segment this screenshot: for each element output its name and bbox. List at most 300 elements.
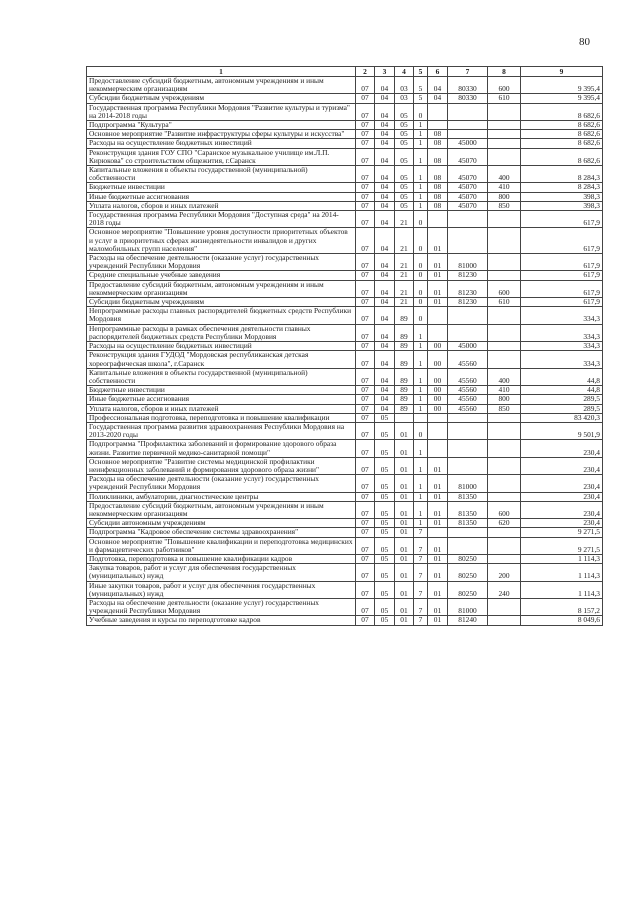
code-section: 07 bbox=[356, 395, 375, 404]
code-direction: 81240 bbox=[448, 616, 488, 625]
code-activity: 01 bbox=[428, 598, 448, 615]
row-description: Подпрограмма "Кадровое обеспечение системы здравоохранения" bbox=[87, 528, 356, 537]
row-description: Предоставление субсидий бюджетным, автономным учреждениям и иным некоммерческим организациям bbox=[87, 501, 356, 518]
code-subprogram: 1 bbox=[414, 501, 428, 518]
code-subprogram: 0 bbox=[414, 307, 428, 324]
code-direction bbox=[448, 228, 488, 254]
code-activity bbox=[428, 440, 448, 457]
row-description: Уплата налогов, сборов и иных платежей bbox=[87, 404, 356, 413]
row-amount: 9 395,4 bbox=[521, 77, 603, 94]
table-row bbox=[87, 139, 603, 148]
code-expense-type bbox=[488, 440, 521, 457]
code-activity: 08 bbox=[428, 166, 448, 183]
row-description: Профессиональная подготовка, переподготовка и повышение квалификации bbox=[87, 413, 356, 422]
code-subsection: 04 bbox=[375, 324, 395, 341]
column-header: 7 bbox=[448, 67, 488, 77]
code-subsection: 04 bbox=[375, 211, 395, 228]
row-amount: 8 682,6 bbox=[521, 130, 603, 139]
code-direction bbox=[448, 130, 488, 139]
row-description: Иные закупки товаров, работ и услуг для обеспечения государственных (муниципальных) нужд bbox=[87, 581, 356, 598]
code-activity bbox=[428, 307, 448, 324]
code-subsection: 05 bbox=[375, 598, 395, 615]
code-section: 07 bbox=[356, 148, 375, 165]
code-activity: 00 bbox=[428, 342, 448, 351]
code-expense-type bbox=[488, 228, 521, 254]
code-subsection: 04 bbox=[375, 148, 395, 165]
code-subsection: 04 bbox=[375, 139, 395, 148]
row-amount: 8 682,6 bbox=[521, 103, 603, 120]
code-expense-type: 600 bbox=[488, 280, 521, 297]
row-amount: 230,4 bbox=[521, 501, 603, 518]
code-subprogram: 1 bbox=[414, 342, 428, 351]
row-description: Государственная программа Республики Мордовия "Доступная среда" на 2014-2018 годы bbox=[87, 211, 356, 228]
code-expense-type bbox=[488, 554, 521, 563]
table-row bbox=[87, 280, 603, 297]
row-amount: 617,9 bbox=[521, 271, 603, 280]
code-expense-type: 410 bbox=[488, 386, 521, 395]
code-program: 05 bbox=[395, 183, 414, 192]
code-direction: 80250 bbox=[448, 554, 488, 563]
code-subprogram: 1 bbox=[414, 368, 428, 385]
code-program: 05 bbox=[395, 121, 414, 130]
row-amount: 230,4 bbox=[521, 519, 603, 528]
code-expense-type: 850 bbox=[488, 404, 521, 413]
row-description: Капитальные вложения в объекты государственной (муниципальной) собственности bbox=[87, 166, 356, 183]
row-amount: 334,3 bbox=[521, 351, 603, 368]
code-subsection: 04 bbox=[375, 368, 395, 385]
code-activity: 00 bbox=[428, 351, 448, 368]
column-header: 4 bbox=[395, 67, 414, 77]
code-program: 01 bbox=[395, 422, 414, 439]
code-direction bbox=[448, 121, 488, 130]
code-program: 01 bbox=[395, 492, 414, 501]
budget-table bbox=[86, 66, 603, 626]
code-expense-type bbox=[488, 492, 521, 501]
code-activity: 00 bbox=[428, 386, 448, 395]
row-amount: 8 682,6 bbox=[521, 148, 603, 165]
code-direction: 45000 bbox=[448, 342, 488, 351]
code-activity: 08 bbox=[428, 201, 448, 210]
code-expense-type bbox=[488, 475, 521, 492]
code-program: 89 bbox=[395, 395, 414, 404]
code-activity bbox=[428, 324, 448, 341]
code-expense-type: 620 bbox=[488, 519, 521, 528]
code-activity: 01 bbox=[428, 298, 448, 307]
code-expense-type bbox=[488, 271, 521, 280]
row-amount: 334,3 bbox=[521, 307, 603, 324]
code-expense-type: 800 bbox=[488, 395, 521, 404]
code-subsection: 05 bbox=[375, 440, 395, 457]
row-description: Государственная программа Республики Мордовия "Развитие культуры и туризма" на 2014-2018 годы bbox=[87, 103, 356, 120]
code-program: 89 bbox=[395, 404, 414, 413]
row-description: Закупка товаров, работ и услуг для обеспечения государственных (муниципальных) нужд bbox=[87, 564, 356, 581]
row-description: Основное мероприятие "Повышение уровня доступности приоритетных объектов и услуг в приоритетных сферах жизнедеятельности инвалидов и других маломобильных групп населения" bbox=[87, 228, 356, 254]
code-subprogram: 1 bbox=[414, 457, 428, 474]
code-section: 07 bbox=[356, 581, 375, 598]
code-subprogram: 0 bbox=[414, 211, 428, 228]
table-row bbox=[87, 166, 603, 183]
code-program: 05 bbox=[395, 130, 414, 139]
table-row bbox=[87, 271, 603, 280]
row-description: Иные бюджетные ассигнования bbox=[87, 395, 356, 404]
code-section: 07 bbox=[356, 307, 375, 324]
code-program: 21 bbox=[395, 280, 414, 297]
table-row bbox=[87, 121, 603, 130]
code-activity: 01 bbox=[428, 581, 448, 598]
table-row bbox=[87, 404, 603, 413]
row-amount: 9 501,9 bbox=[521, 422, 603, 439]
code-section: 07 bbox=[356, 139, 375, 148]
code-program: 01 bbox=[395, 581, 414, 598]
code-section: 07 bbox=[356, 475, 375, 492]
table-row bbox=[87, 598, 603, 615]
code-direction: 80330 bbox=[448, 94, 488, 103]
table-body bbox=[87, 77, 603, 626]
code-direction bbox=[448, 413, 488, 422]
code-activity: 00 bbox=[428, 368, 448, 385]
code-program: 03 bbox=[395, 94, 414, 103]
row-amount: 8 682,6 bbox=[521, 139, 603, 148]
code-subsection: 05 bbox=[375, 519, 395, 528]
code-activity: 08 bbox=[428, 139, 448, 148]
code-subprogram: 5 bbox=[414, 77, 428, 94]
row-description: Расходы на обеспечение деятельности (оказание услуг) государственных учреждений Республики Мордовия bbox=[87, 475, 356, 492]
table-row bbox=[87, 413, 603, 422]
code-subsection: 05 bbox=[375, 554, 395, 563]
code-section: 07 bbox=[356, 564, 375, 581]
row-amount: 289,5 bbox=[521, 395, 603, 404]
code-expense-type: 600 bbox=[488, 77, 521, 94]
code-direction: 45070 bbox=[448, 183, 488, 192]
code-section: 07 bbox=[356, 183, 375, 192]
code-subsection: 04 bbox=[375, 386, 395, 395]
code-expense-type bbox=[488, 121, 521, 130]
table-row bbox=[87, 192, 603, 201]
row-amount: 230,4 bbox=[521, 492, 603, 501]
row-amount: 230,4 bbox=[521, 475, 603, 492]
table-row bbox=[87, 501, 603, 518]
table-row bbox=[87, 130, 603, 139]
code-expense-type bbox=[488, 413, 521, 422]
code-direction: 45070 bbox=[448, 148, 488, 165]
code-subprogram: 7 bbox=[414, 616, 428, 625]
row-description: Предоставление субсидий бюджетным, автономным учреждениям и иным некоммерческим организациям bbox=[87, 77, 356, 94]
code-direction: 45000 bbox=[448, 139, 488, 148]
column-header: 8 bbox=[488, 67, 521, 77]
code-program: 05 bbox=[395, 103, 414, 120]
code-section: 07 bbox=[356, 537, 375, 554]
code-expense-type bbox=[488, 351, 521, 368]
row-amount: 8 284,3 bbox=[521, 183, 603, 192]
code-direction: 80330 bbox=[448, 77, 488, 94]
row-description: Реконструкция здания ГОУ СПО "Саранское музыкальное училище им.Л.П. Кирюкова" со строительством общежития, г.Саранск bbox=[87, 148, 356, 165]
code-activity: 01 bbox=[428, 501, 448, 518]
code-section: 07 bbox=[356, 298, 375, 307]
code-expense-type bbox=[488, 103, 521, 120]
table-row bbox=[87, 395, 603, 404]
code-direction: 80250 bbox=[448, 564, 488, 581]
row-amount: 8 682,6 bbox=[521, 121, 603, 130]
code-subprogram: 0 bbox=[414, 103, 428, 120]
code-program: 05 bbox=[395, 201, 414, 210]
code-subsection: 04 bbox=[375, 166, 395, 183]
code-program: 89 bbox=[395, 324, 414, 341]
row-amount: 230,4 bbox=[521, 457, 603, 474]
code-expense-type bbox=[488, 422, 521, 439]
code-subsection: 04 bbox=[375, 94, 395, 103]
code-expense-type: 200 bbox=[488, 564, 521, 581]
code-subprogram: 1 bbox=[414, 130, 428, 139]
code-activity: 04 bbox=[428, 77, 448, 94]
row-amount: 398,3 bbox=[521, 201, 603, 210]
code-activity bbox=[428, 528, 448, 537]
code-expense-type: 240 bbox=[488, 581, 521, 598]
row-description: Учебные заведения и курсы по переподготовке кадров bbox=[87, 616, 356, 625]
code-activity: 01 bbox=[428, 280, 448, 297]
code-subsection: 05 bbox=[375, 422, 395, 439]
code-direction: 81350 bbox=[448, 519, 488, 528]
code-expense-type bbox=[488, 139, 521, 148]
code-program: 89 bbox=[395, 307, 414, 324]
code-subsection: 04 bbox=[375, 280, 395, 297]
table-row bbox=[87, 201, 603, 210]
row-description: Иные бюджетные ассигнования bbox=[87, 192, 356, 201]
row-amount: 230,4 bbox=[521, 440, 603, 457]
code-direction bbox=[448, 422, 488, 439]
code-expense-type: 610 bbox=[488, 298, 521, 307]
table-row bbox=[87, 519, 603, 528]
code-subprogram: 1 bbox=[414, 440, 428, 457]
code-direction: 81230 bbox=[448, 271, 488, 280]
code-direction: 80250 bbox=[448, 581, 488, 598]
code-subprogram: 1 bbox=[414, 475, 428, 492]
code-activity: 00 bbox=[428, 395, 448, 404]
code-subprogram: 7 bbox=[414, 554, 428, 563]
row-description: Уплата налогов, сборов и иных платежей bbox=[87, 201, 356, 210]
code-activity: 08 bbox=[428, 183, 448, 192]
code-subsection: 04 bbox=[375, 395, 395, 404]
row-description: Непрограммные расходы в рамках обеспечения деятельности главных распорядителей бюджетных средств Республики Мордовия bbox=[87, 324, 356, 341]
code-expense-type bbox=[488, 457, 521, 474]
code-activity bbox=[428, 413, 448, 422]
column-header: 5 bbox=[414, 67, 428, 77]
code-expense-type bbox=[488, 254, 521, 271]
code-subprogram: 1 bbox=[414, 324, 428, 341]
code-subsection: 05 bbox=[375, 413, 395, 422]
code-subsection: 05 bbox=[375, 492, 395, 501]
code-program: 05 bbox=[395, 139, 414, 148]
code-section: 07 bbox=[356, 501, 375, 518]
table-row bbox=[87, 581, 603, 598]
code-section: 07 bbox=[356, 492, 375, 501]
code-section: 07 bbox=[356, 519, 375, 528]
row-amount: 1 114,3 bbox=[521, 554, 603, 563]
code-expense-type: 400 bbox=[488, 166, 521, 183]
row-description: Бюджетные инвестиции bbox=[87, 183, 356, 192]
code-program bbox=[395, 413, 414, 422]
code-expense-type bbox=[488, 528, 521, 537]
code-program: 05 bbox=[395, 192, 414, 201]
code-program: 89 bbox=[395, 386, 414, 395]
code-expense-type bbox=[488, 324, 521, 341]
code-section: 07 bbox=[356, 386, 375, 395]
code-direction: 45560 bbox=[448, 404, 488, 413]
code-direction: 45560 bbox=[448, 395, 488, 404]
table-row bbox=[87, 228, 603, 254]
code-section: 07 bbox=[356, 94, 375, 103]
row-description: Расходы на осуществление бюджетных инвестиций bbox=[87, 342, 356, 351]
row-description: Непрограммные расходы главных распорядителей бюджетных средств Республики Мордовия bbox=[87, 307, 356, 324]
row-description: Расходы на осуществление бюджетных инвестиций bbox=[87, 139, 356, 148]
code-subprogram: 1 bbox=[414, 148, 428, 165]
row-amount: 1 114,3 bbox=[521, 581, 603, 598]
code-activity bbox=[428, 211, 448, 228]
code-expense-type bbox=[488, 342, 521, 351]
code-program: 01 bbox=[395, 519, 414, 528]
table-row bbox=[87, 475, 603, 492]
code-section: 07 bbox=[356, 166, 375, 183]
code-program: 01 bbox=[395, 440, 414, 457]
code-section: 07 bbox=[356, 351, 375, 368]
code-expense-type bbox=[488, 537, 521, 554]
row-amount: 9 395,4 bbox=[521, 94, 603, 103]
code-subprogram: 0 bbox=[414, 228, 428, 254]
code-program: 01 bbox=[395, 598, 414, 615]
row-amount: 1 114,3 bbox=[521, 564, 603, 581]
code-expense-type bbox=[488, 307, 521, 324]
code-section: 07 bbox=[356, 422, 375, 439]
code-subsection: 04 bbox=[375, 351, 395, 368]
code-activity bbox=[428, 121, 448, 130]
code-program: 01 bbox=[395, 457, 414, 474]
row-description: Капитальные вложения в объекты государственной (муниципальной) собственности bbox=[87, 368, 356, 385]
row-amount: 289,5 bbox=[521, 404, 603, 413]
code-direction: 45560 bbox=[448, 386, 488, 395]
code-activity: 01 bbox=[428, 492, 448, 501]
code-direction: 81000 bbox=[448, 254, 488, 271]
code-subsection: 05 bbox=[375, 501, 395, 518]
code-subprogram: 1 bbox=[414, 166, 428, 183]
code-direction: 45070 bbox=[448, 166, 488, 183]
code-section: 07 bbox=[356, 77, 375, 94]
row-description: Подготовка, переподготовка и повышение квалификации кадров bbox=[87, 554, 356, 563]
code-expense-type bbox=[488, 211, 521, 228]
code-subsection: 04 bbox=[375, 103, 395, 120]
column-header: 6 bbox=[428, 67, 448, 77]
code-direction: 81230 bbox=[448, 298, 488, 307]
code-subsection: 05 bbox=[375, 581, 395, 598]
code-direction bbox=[448, 537, 488, 554]
table-row bbox=[87, 298, 603, 307]
code-program: 05 bbox=[395, 148, 414, 165]
code-expense-type bbox=[488, 598, 521, 615]
code-direction: 81000 bbox=[448, 475, 488, 492]
column-header: 2 bbox=[356, 67, 375, 77]
code-activity: 01 bbox=[428, 537, 448, 554]
code-subprogram: 0 bbox=[414, 254, 428, 271]
code-direction bbox=[448, 307, 488, 324]
code-subsection: 04 bbox=[375, 271, 395, 280]
table-row bbox=[87, 94, 603, 103]
code-subsection: 05 bbox=[375, 616, 395, 625]
row-amount: 9 271,5 bbox=[521, 528, 603, 537]
code-direction: 45560 bbox=[448, 351, 488, 368]
code-activity: 01 bbox=[428, 475, 448, 492]
code-subsection: 05 bbox=[375, 457, 395, 474]
code-activity: 01 bbox=[428, 519, 448, 528]
code-section: 07 bbox=[356, 324, 375, 341]
row-amount: 617,9 bbox=[521, 254, 603, 271]
code-subsection: 04 bbox=[375, 228, 395, 254]
code-subprogram: 1 bbox=[414, 519, 428, 528]
table-row bbox=[87, 351, 603, 368]
row-description: Субсидии автономным учреждениям bbox=[87, 519, 356, 528]
code-section: 07 bbox=[356, 103, 375, 120]
code-activity: 01 bbox=[428, 554, 448, 563]
row-amount: 8 284,3 bbox=[521, 166, 603, 183]
code-expense-type: 410 bbox=[488, 183, 521, 192]
row-amount: 334,3 bbox=[521, 342, 603, 351]
code-expense-type bbox=[488, 616, 521, 625]
code-program: 01 bbox=[395, 616, 414, 625]
code-activity: 04 bbox=[428, 94, 448, 103]
table-row bbox=[87, 183, 603, 192]
row-description: Субсидии бюджетным учреждениям bbox=[87, 298, 356, 307]
code-program: 89 bbox=[395, 351, 414, 368]
table-row bbox=[87, 368, 603, 385]
code-subprogram: 7 bbox=[414, 581, 428, 598]
code-subsection: 05 bbox=[375, 528, 395, 537]
code-subsection: 05 bbox=[375, 475, 395, 492]
code-subprogram: 1 bbox=[414, 139, 428, 148]
row-description: Основное мероприятие "Повышение квалификации и переподготовка медицинских и фармацевтических работников" bbox=[87, 537, 356, 554]
code-program: 01 bbox=[395, 564, 414, 581]
table-row bbox=[87, 211, 603, 228]
row-amount: 398,3 bbox=[521, 192, 603, 201]
code-expense-type: 400 bbox=[488, 368, 521, 385]
row-amount: 44,8 bbox=[521, 368, 603, 385]
row-amount: 617,9 bbox=[521, 298, 603, 307]
code-subsection: 04 bbox=[375, 404, 395, 413]
table-row bbox=[87, 307, 603, 324]
row-description: Средние специальные учебные заведения bbox=[87, 271, 356, 280]
code-program: 01 bbox=[395, 475, 414, 492]
row-description: Основное мероприятие "Развитие системы медицинской профилактики неинфекционных заболеваний и формирования здорового образа жизни" bbox=[87, 457, 356, 474]
table-row bbox=[87, 103, 603, 120]
table-row bbox=[87, 457, 603, 474]
code-direction: 81350 bbox=[448, 501, 488, 518]
code-direction bbox=[448, 103, 488, 120]
table-row bbox=[87, 528, 603, 537]
row-description: Расходы на обеспечение деятельности (оказание услуг) государственных учреждений Республики Мордовия bbox=[87, 598, 356, 615]
column-header: 1 bbox=[87, 67, 356, 77]
code-section: 07 bbox=[356, 413, 375, 422]
code-direction: 45070 bbox=[448, 192, 488, 201]
code-section: 07 bbox=[356, 368, 375, 385]
code-section: 07 bbox=[356, 598, 375, 615]
code-activity: 00 bbox=[428, 404, 448, 413]
table-row bbox=[87, 324, 603, 341]
code-program: 21 bbox=[395, 271, 414, 280]
code-direction: 81000 bbox=[448, 598, 488, 615]
code-subprogram: 1 bbox=[414, 351, 428, 368]
code-activity: 08 bbox=[428, 192, 448, 201]
code-section: 07 bbox=[356, 616, 375, 625]
code-program: 01 bbox=[395, 554, 414, 563]
code-subsection: 04 bbox=[375, 121, 395, 130]
table-row bbox=[87, 564, 603, 581]
code-direction: 45070 bbox=[448, 201, 488, 210]
